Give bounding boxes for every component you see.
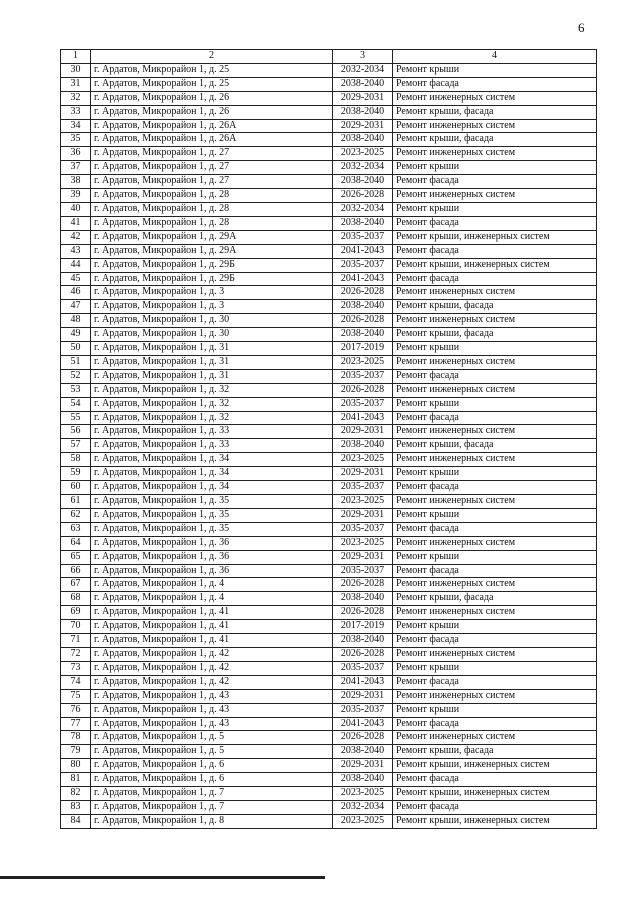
work-type: Ремонт фасада: [393, 175, 597, 189]
table-row: [61, 481, 597, 495]
years: 2029-2031: [333, 550, 393, 564]
row-number: 48: [61, 314, 91, 328]
table-row: [61, 759, 597, 773]
row-number: 33: [61, 105, 91, 119]
address: г. Ардатов, Микрорайон 1, д. 31: [91, 355, 333, 369]
table-row: [61, 731, 597, 745]
row-number: 63: [61, 522, 91, 536]
years: 2038-2040: [333, 216, 393, 230]
table-row: [61, 773, 597, 787]
work-type: Ремонт крыши: [393, 63, 597, 77]
table-row: [61, 63, 597, 77]
work-type: Ремонт крыши, инженерных систем: [393, 759, 597, 773]
years: 2038-2040: [333, 634, 393, 648]
address: г. Ардатов, Микрорайон 1, д. 28: [91, 202, 333, 216]
address: г. Ардатов, Микрорайон 1, д. 27: [91, 161, 333, 175]
row-number: 34: [61, 119, 91, 133]
row-number: 31: [61, 77, 91, 91]
table-row: [61, 369, 597, 383]
table-row: [61, 328, 597, 342]
years: 2035-2037: [333, 522, 393, 536]
address: г. Ардатов, Микрорайон 1, д. 26А: [91, 119, 333, 133]
address: г. Ардатов, Микрорайон 1, д. 28: [91, 216, 333, 230]
address: г. Ардатов, Микрорайон 1, д. 33: [91, 439, 333, 453]
table-row: [61, 161, 597, 175]
table-row: [61, 133, 597, 147]
years: 2029-2031: [333, 91, 393, 105]
row-number: 35: [61, 133, 91, 147]
address: г. Ардатов, Микрорайон 1, д. 3: [91, 300, 333, 314]
address: г. Ардатов, Микрорайон 1, д. 30: [91, 314, 333, 328]
table-row: [61, 77, 597, 91]
row-number: 71: [61, 634, 91, 648]
work-type: Ремонт крыши: [393, 661, 597, 675]
work-type: Ремонт крыши, фасада: [393, 300, 597, 314]
years: 2041-2043: [333, 717, 393, 731]
years: 2032-2034: [333, 800, 393, 814]
work-type: Ремонт крыши, инженерных систем: [393, 787, 597, 801]
address: г. Ардатов, Микрорайон 1, д. 32: [91, 383, 333, 397]
column-number-row: [61, 50, 597, 64]
years: 2032-2034: [333, 63, 393, 77]
address: г. Ардатов, Микрорайон 1, д. 4: [91, 578, 333, 592]
table-row: [61, 703, 597, 717]
work-type: Ремонт инженерных систем: [393, 189, 597, 203]
row-number: 59: [61, 467, 91, 481]
work-type: Ремонт фасада: [393, 522, 597, 536]
years: 2041-2043: [333, 272, 393, 286]
years: 2029-2031: [333, 425, 393, 439]
table-row: [61, 189, 597, 203]
row-number: 41: [61, 216, 91, 230]
table-row: [61, 216, 597, 230]
address: г. Ардатов, Микрорайон 1, д. 43: [91, 717, 333, 731]
address: г. Ардатов, Микрорайон 1, д. 35: [91, 495, 333, 509]
table-row: [61, 272, 597, 286]
work-type: Ремонт инженерных систем: [393, 119, 597, 133]
years: 2029-2031: [333, 119, 393, 133]
work-type: Ремонт инженерных систем: [393, 147, 597, 161]
years: 2026-2028: [333, 189, 393, 203]
row-number: 62: [61, 508, 91, 522]
years: 2035-2037: [333, 230, 393, 244]
address: г. Ардатов, Микрорайон 1, д. 5: [91, 745, 333, 759]
table-row: [61, 411, 597, 425]
years: 2023-2025: [333, 495, 393, 509]
work-type: Ремонт крыши: [393, 467, 597, 481]
work-type: Ремонт инженерных систем: [393, 578, 597, 592]
years: 2026-2028: [333, 647, 393, 661]
work-type: Ремонт крыши: [393, 550, 597, 564]
years: 2026-2028: [333, 383, 393, 397]
address: г. Ардатов, Микрорайон 1, д. 42: [91, 647, 333, 661]
address: г. Ардатов, Микрорайон 1, д. 35: [91, 508, 333, 522]
address: г. Ардатов, Микрорайон 1, д. 29Б: [91, 258, 333, 272]
table-row: [61, 508, 597, 522]
years: 2041-2043: [333, 675, 393, 689]
table-row: [61, 564, 597, 578]
years: 2026-2028: [333, 606, 393, 620]
address: г. Ардатов, Микрорайон 1, д. 3: [91, 286, 333, 300]
years: 2026-2028: [333, 578, 393, 592]
table-row: [61, 91, 597, 105]
row-number: 39: [61, 189, 91, 203]
years: 2038-2040: [333, 745, 393, 759]
table-row: [61, 105, 597, 119]
row-number: 82: [61, 787, 91, 801]
work-type: Ремонт инженерных систем: [393, 536, 597, 550]
address: г. Ардатов, Микрорайон 1, д. 28: [91, 189, 333, 203]
row-number: 53: [61, 383, 91, 397]
table-row: [61, 383, 597, 397]
row-number: 49: [61, 328, 91, 342]
work-type: Ремонт фасада: [393, 369, 597, 383]
work-type: Ремонт инженерных систем: [393, 453, 597, 467]
years: 2023-2025: [333, 814, 393, 828]
address: г. Ардатов, Микрорайон 1, д. 36: [91, 564, 333, 578]
years: 2035-2037: [333, 397, 393, 411]
row-number: 58: [61, 453, 91, 467]
years: 2038-2040: [333, 592, 393, 606]
years: 2038-2040: [333, 439, 393, 453]
work-type: Ремонт инженерных систем: [393, 647, 597, 661]
address: г. Ардатов, Микрорайон 1, д. 41: [91, 620, 333, 634]
work-type: Ремонт инженерных систем: [393, 425, 597, 439]
years: 2041-2043: [333, 411, 393, 425]
years: 2041-2043: [333, 244, 393, 258]
years: 2035-2037: [333, 369, 393, 383]
table-row: [61, 202, 597, 216]
row-number: 65: [61, 550, 91, 564]
row-number: 83: [61, 800, 91, 814]
row-number: 43: [61, 244, 91, 258]
address: г. Ардатов, Микрорайон 1, д. 42: [91, 675, 333, 689]
years: 2038-2040: [333, 773, 393, 787]
address: г. Ардатов, Микрорайон 1, д. 26А: [91, 133, 333, 147]
address: г. Ардатов, Микрорайон 1, д. 41: [91, 606, 333, 620]
repair-schedule-table: [60, 49, 597, 829]
years: 2029-2031: [333, 508, 393, 522]
years: 2029-2031: [333, 467, 393, 481]
work-type: Ремонт крыши: [393, 620, 597, 634]
row-number: 78: [61, 731, 91, 745]
work-type: Ремонт фасада: [393, 800, 597, 814]
years: 2026-2028: [333, 314, 393, 328]
table-row: [61, 495, 597, 509]
address: г. Ардатов, Микрорайон 1, д. 43: [91, 689, 333, 703]
work-type: Ремонт фасада: [393, 717, 597, 731]
row-number: 52: [61, 369, 91, 383]
row-number: 38: [61, 175, 91, 189]
work-type: Ремонт фасада: [393, 77, 597, 91]
address: г. Ардатов, Микрорайон 1, д. 32: [91, 397, 333, 411]
years: 2026-2028: [333, 286, 393, 300]
years: 2017-2019: [333, 342, 393, 356]
table-row: [61, 314, 597, 328]
table-row: [61, 592, 597, 606]
work-type: Ремонт крыши: [393, 397, 597, 411]
years: 2038-2040: [333, 175, 393, 189]
table-row: [61, 689, 597, 703]
years: 2023-2025: [333, 787, 393, 801]
work-type: Ремонт крыши, инженерных систем: [393, 814, 597, 828]
column-number-4: 4: [393, 50, 597, 64]
table-row: [61, 342, 597, 356]
table-row: [61, 286, 597, 300]
row-number: 47: [61, 300, 91, 314]
address: г. Ардатов, Микрорайон 1, д. 7: [91, 800, 333, 814]
address: г. Ардатов, Микрорайон 1, д. 5: [91, 731, 333, 745]
table-row: [61, 787, 597, 801]
work-type: Ремонт инженерных систем: [393, 606, 597, 620]
work-type: Ремонт крыши, инженерных систем: [393, 230, 597, 244]
table-row: [61, 550, 597, 564]
table-row: [61, 620, 597, 634]
row-number: 45: [61, 272, 91, 286]
address: г. Ардатов, Микрорайон 1, д. 43: [91, 703, 333, 717]
row-number: 84: [61, 814, 91, 828]
work-type: Ремонт инженерных систем: [393, 355, 597, 369]
work-type: Ремонт крыши: [393, 161, 597, 175]
row-number: 55: [61, 411, 91, 425]
address: г. Ардатов, Микрорайон 1, д. 42: [91, 661, 333, 675]
work-type: Ремонт крыши, фасада: [393, 745, 597, 759]
work-type: Ремонт инженерных систем: [393, 286, 597, 300]
table-row: [61, 800, 597, 814]
work-type: Ремонт фасада: [393, 272, 597, 286]
column-number-3: 3: [333, 50, 393, 64]
years: 2035-2037: [333, 258, 393, 272]
table-row: [61, 467, 597, 481]
address: г. Ардатов, Микрорайон 1, д. 25: [91, 63, 333, 77]
years: 2026-2028: [333, 731, 393, 745]
years: 2035-2037: [333, 564, 393, 578]
work-type: Ремонт крыши, инженерных систем: [393, 258, 597, 272]
work-type: Ремонт крыши, фасада: [393, 439, 597, 453]
table-row: [61, 355, 597, 369]
page-number: 6: [578, 20, 585, 35]
address: г. Ардатов, Микрорайон 1, д. 29А: [91, 244, 333, 258]
address: г. Ардатов, Микрорайон 1, д. 30: [91, 328, 333, 342]
address: г. Ардатов, Микрорайон 1, д. 32: [91, 411, 333, 425]
address: г. Ардатов, Микрорайон 1, д. 34: [91, 453, 333, 467]
years: 2023-2025: [333, 536, 393, 550]
work-type: Ремонт инженерных систем: [393, 314, 597, 328]
table-row: [61, 425, 597, 439]
table-row: [61, 717, 597, 731]
address: г. Ардатов, Микрорайон 1, д. 6: [91, 759, 333, 773]
address: г. Ардатов, Микрорайон 1, д. 31: [91, 342, 333, 356]
work-type: Ремонт крыши: [393, 508, 597, 522]
row-number: 37: [61, 161, 91, 175]
row-number: 80: [61, 759, 91, 773]
row-number: 79: [61, 745, 91, 759]
years: 2029-2031: [333, 689, 393, 703]
row-number: 61: [61, 495, 91, 509]
table-row: [61, 661, 597, 675]
row-number: 75: [61, 689, 91, 703]
work-type: Ремонт фасада: [393, 244, 597, 258]
table-row: [61, 814, 597, 828]
years: 2032-2034: [333, 161, 393, 175]
years: 2038-2040: [333, 77, 393, 91]
table-row: [61, 536, 597, 550]
row-number: 68: [61, 592, 91, 606]
table-row: [61, 175, 597, 189]
row-number: 73: [61, 661, 91, 675]
work-type: Ремонт фасада: [393, 216, 597, 230]
row-number: 40: [61, 202, 91, 216]
address: г. Ардатов, Микрорайон 1, д. 36: [91, 536, 333, 550]
work-type: Ремонт инженерных систем: [393, 383, 597, 397]
work-type: Ремонт фасада: [393, 411, 597, 425]
row-number: 66: [61, 564, 91, 578]
address: г. Ардатов, Микрорайон 1, д. 31: [91, 369, 333, 383]
table-row: [61, 647, 597, 661]
row-number: 44: [61, 258, 91, 272]
row-number: 69: [61, 606, 91, 620]
work-type: Ремонт фасада: [393, 481, 597, 495]
table-row: [61, 675, 597, 689]
row-number: 50: [61, 342, 91, 356]
row-number: 76: [61, 703, 91, 717]
work-type: Ремонт инженерных систем: [393, 91, 597, 105]
address: г. Ардатов, Микрорайон 1, д. 27: [91, 175, 333, 189]
years: 2035-2037: [333, 661, 393, 675]
address: г. Ардатов, Микрорайон 1, д. 27: [91, 147, 333, 161]
table-row: [61, 453, 597, 467]
years: 2017-2019: [333, 620, 393, 634]
years: 2023-2025: [333, 453, 393, 467]
row-number: 51: [61, 355, 91, 369]
row-number: 42: [61, 230, 91, 244]
row-number: 74: [61, 675, 91, 689]
row-number: 77: [61, 717, 91, 731]
row-number: 67: [61, 578, 91, 592]
work-type: Ремонт крыши, фасада: [393, 133, 597, 147]
work-type: Ремонт фасада: [393, 564, 597, 578]
years: 2029-2031: [333, 759, 393, 773]
table-row: [61, 147, 597, 161]
address: г. Ардатов, Микрорайон 1, д. 6: [91, 773, 333, 787]
address: г. Ардатов, Микрорайон 1, д. 41: [91, 634, 333, 648]
work-type: Ремонт инженерных систем: [393, 731, 597, 745]
row-number: 70: [61, 620, 91, 634]
years: 2038-2040: [333, 105, 393, 119]
years: 2035-2037: [333, 703, 393, 717]
table-row: [61, 244, 597, 258]
work-type: Ремонт крыши, фасада: [393, 105, 597, 119]
work-type: Ремонт фасада: [393, 634, 597, 648]
work-type: Ремонт крыши: [393, 342, 597, 356]
row-number: 36: [61, 147, 91, 161]
work-type: Ремонт фасада: [393, 773, 597, 787]
work-type: Ремонт инженерных систем: [393, 689, 597, 703]
address: г. Ардатов, Микрорайон 1, д. 34: [91, 481, 333, 495]
row-number: 57: [61, 439, 91, 453]
years: 2035-2037: [333, 481, 393, 495]
address: г. Ардатов, Микрорайон 1, д. 4: [91, 592, 333, 606]
bottom-scan-line: [0, 876, 325, 879]
work-type: Ремонт крыши, фасада: [393, 328, 597, 342]
address: г. Ардатов, Микрорайон 1, д. 34: [91, 467, 333, 481]
work-type: Ремонт инженерных систем: [393, 495, 597, 509]
table-row: [61, 578, 597, 592]
row-number: 32: [61, 91, 91, 105]
table-row: [61, 119, 597, 133]
table-row: [61, 634, 597, 648]
row-number: 56: [61, 425, 91, 439]
row-number: 46: [61, 286, 91, 300]
address: г. Ардатов, Микрорайон 1, д. 7: [91, 787, 333, 801]
column-number-1: 1: [61, 50, 91, 64]
row-number: 72: [61, 647, 91, 661]
address: г. Ардатов, Микрорайон 1, д. 29Б: [91, 272, 333, 286]
table-row: [61, 606, 597, 620]
address: г. Ардатов, Микрорайон 1, д. 35: [91, 522, 333, 536]
years: 2038-2040: [333, 133, 393, 147]
table-row: [61, 745, 597, 759]
work-type: Ремонт крыши: [393, 202, 597, 216]
table-body: [61, 50, 597, 829]
table-row: [61, 258, 597, 272]
years: 2038-2040: [333, 328, 393, 342]
address: г. Ардатов, Микрорайон 1, д. 36: [91, 550, 333, 564]
years: 2032-2034: [333, 202, 393, 216]
years: 2023-2025: [333, 355, 393, 369]
table-row: [61, 300, 597, 314]
years: 2023-2025: [333, 147, 393, 161]
address: г. Ардатов, Микрорайон 1, д. 25: [91, 77, 333, 91]
work-type: Ремонт крыши: [393, 703, 597, 717]
table-row: [61, 439, 597, 453]
column-number-2: 2: [91, 50, 333, 64]
address: г. Ардатов, Микрорайон 1, д. 8: [91, 814, 333, 828]
address: г. Ардатов, Микрорайон 1, д. 33: [91, 425, 333, 439]
row-number: 54: [61, 397, 91, 411]
address: г. Ардатов, Микрорайон 1, д. 26: [91, 105, 333, 119]
row-number: 81: [61, 773, 91, 787]
address: г. Ардатов, Микрорайон 1, д. 26: [91, 91, 333, 105]
table-row: [61, 397, 597, 411]
row-number: 60: [61, 481, 91, 495]
work-type: Ремонт крыши, фасада: [393, 592, 597, 606]
work-type: Ремонт фасада: [393, 675, 597, 689]
row-number: 64: [61, 536, 91, 550]
years: 2038-2040: [333, 300, 393, 314]
table-row: [61, 230, 597, 244]
address: г. Ардатов, Микрорайон 1, д. 29А: [91, 230, 333, 244]
table-row: [61, 522, 597, 536]
row-number: 30: [61, 63, 91, 77]
